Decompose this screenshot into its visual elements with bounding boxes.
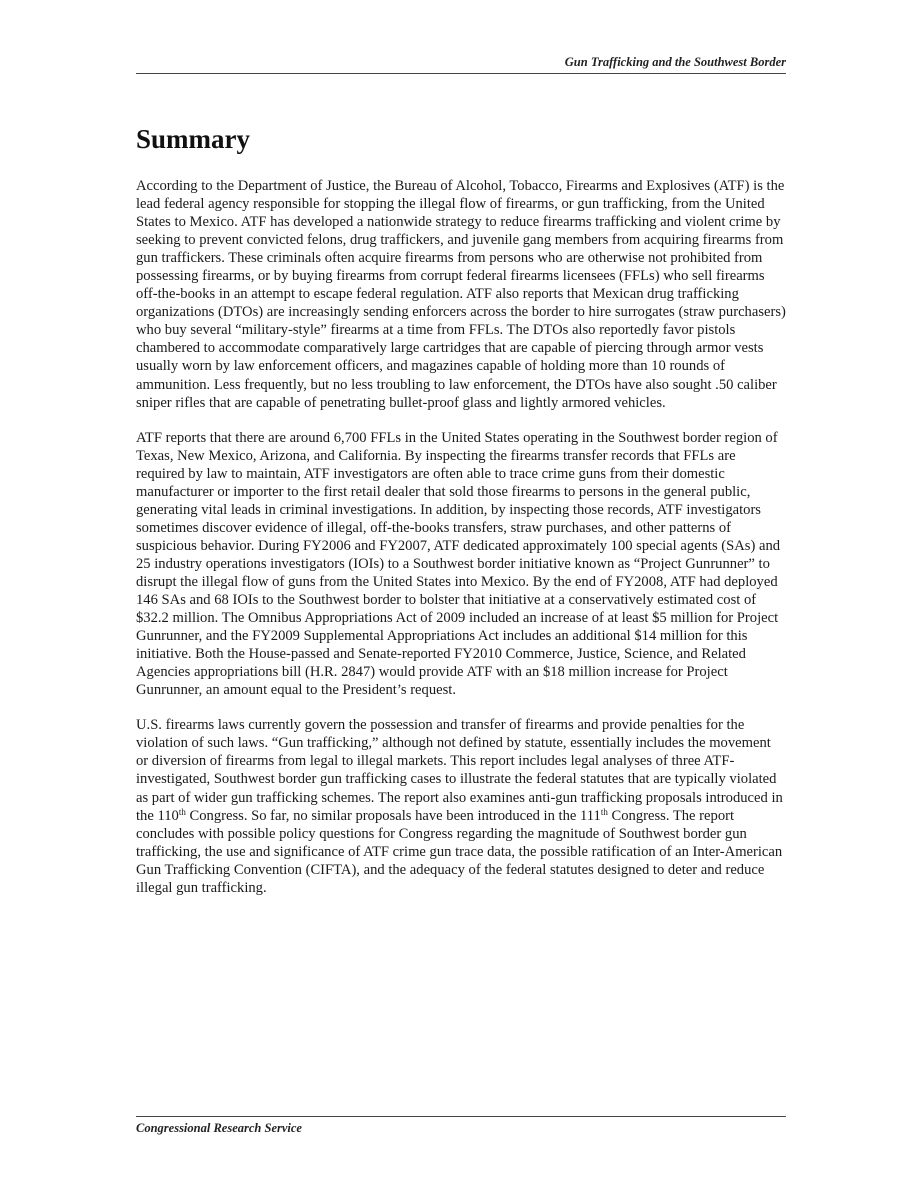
ordinal-superscript: th — [178, 806, 186, 817]
footer-divider — [136, 1116, 786, 1117]
paragraph-3 — [136, 716, 786, 896]
running-footer: Congressional Research Service — [136, 1121, 302, 1135]
page-title: Summary — [136, 124, 250, 154]
paragraph-3-part-1: U.S. firearms laws currently govern the possession and transfer of firearms and provide penalties for the violation of such laws. “Gun trafficking,” although not defined by statute, essentially includes the movement or diversion of firearms from legal to illegal markets. This report includes legal analyses of three ATF-investigated, Southwest border gun trafficking cases to illustrate the federal statutes that are typically violated as part of wider gun trafficking schemes. The report also examines anti-gun trafficking proposals introduced in the 110 — [136, 717, 783, 824]
paragraph-3-part-2: Congress. So far, no similar proposals have been introduced in the 111 — [185, 807, 601, 824]
paragraph-2: ATF reports that there are around 6,700 FFLs in the United States operating in the Southwest border region of Texas, New Mexico, Arizona, and California. By inspecting the firearms transfer records that FFLs are required by law to maintain, ATF investigators are often able to trace crime guns from their domestic manufacturer or importer to the first retail dealer that sold those firearms to persons in the general public, generating vital leads in criminal investigations. In addition, by inspecting those records, ATF investigators sometimes discover evidence of illegal, off-the-books transfers, straw purchases, and other patterns of suspicious behavior. During FY2006 and FY2007, ATF dedicated approximately 100 special agents (SAs) and 25 industry operations investigators (IOIs) to a Southwest border initiative known as “Project Gunrunner” to disrupt the illegal flow of guns from the United States into Mexico. By the end of FY2008, ATF had deployed 146 SAs and 68 IOIs to the Southwest border to bolster that initiative at a conservatively estimated cost of $32.2 million. The Omnibus Appropriations Act of 2009 included an increase of at least $5 million for Project Gunrunner, and the FY2009 Supplemental Appropriations Act includes an additional $14 million for this initiative. Both the House-passed and Senate-reported FY2010 Commerce, Justice, Science, and Related Agencies appropriations bill (H.R. 2847) would provide ATF with an $18 million increase for Project Gunrunner, an amount equal to the President’s request. — [136, 429, 781, 699]
running-header: Gun Trafficking and the Southwest Border — [564, 55, 786, 69]
summary-body — [136, 177, 786, 914]
paragraph-1: According to the Department of Justice, the Bureau of Alcohol, Tobacco, Firearms and Explosives (ATF) is the lead federal agency responsible for stopping the illegal flow of firearms, or gun trafficking, from the United States to Mexico. ATF has developed a nationwide strategy to reduce firearms trafficking and violent crime by seeking to prevent convicted felons, drug traffickers, and juvenile gang members from acquiring firearms from gun traffickers. These criminals often acquire firearms from persons who are otherwise not prohibited from possessing firearms, or by buying firearms from corrupt federal firearms licensees (FFLs) who sell firearms off-the-books in an attempt to escape federal regulation. ATF also reports that Mexican drug trafficking organizations (DTOs) are increasingly sending enforcers across the border to hire surrogates (straw purchasers) who buy several “military-style” firearms at a time from FFLs. The DTOs also reportedly favor pistols chambered to accommodate comparatively large cartridges that are capable of piercing through armor vests usually worn by law enforcement officers, and magazines capable of holding more than 10 rounds of ammunition. Less frequently, but no less troubling to law enforcement, the DTOs have also sought .50 caliber sniper rifles that are capable of penetrating bullet-proof glass and lightly armored vehicles. — [136, 178, 786, 411]
paragraph-3-part-3: Congress. The report concludes with possible policy questions for Congress regarding the magnitude of Southwest border gun trafficking, the use and significance of ATF crime gun trace data, the possible ratification of an Inter-American Gun Trafficking Convention (CIFTA), and the adequacy of the federal statutes designed to deter and reduce illegal gun trafficking. — [136, 807, 783, 896]
ordinal-superscript: th — [600, 806, 608, 817]
header-divider — [136, 73, 786, 74]
